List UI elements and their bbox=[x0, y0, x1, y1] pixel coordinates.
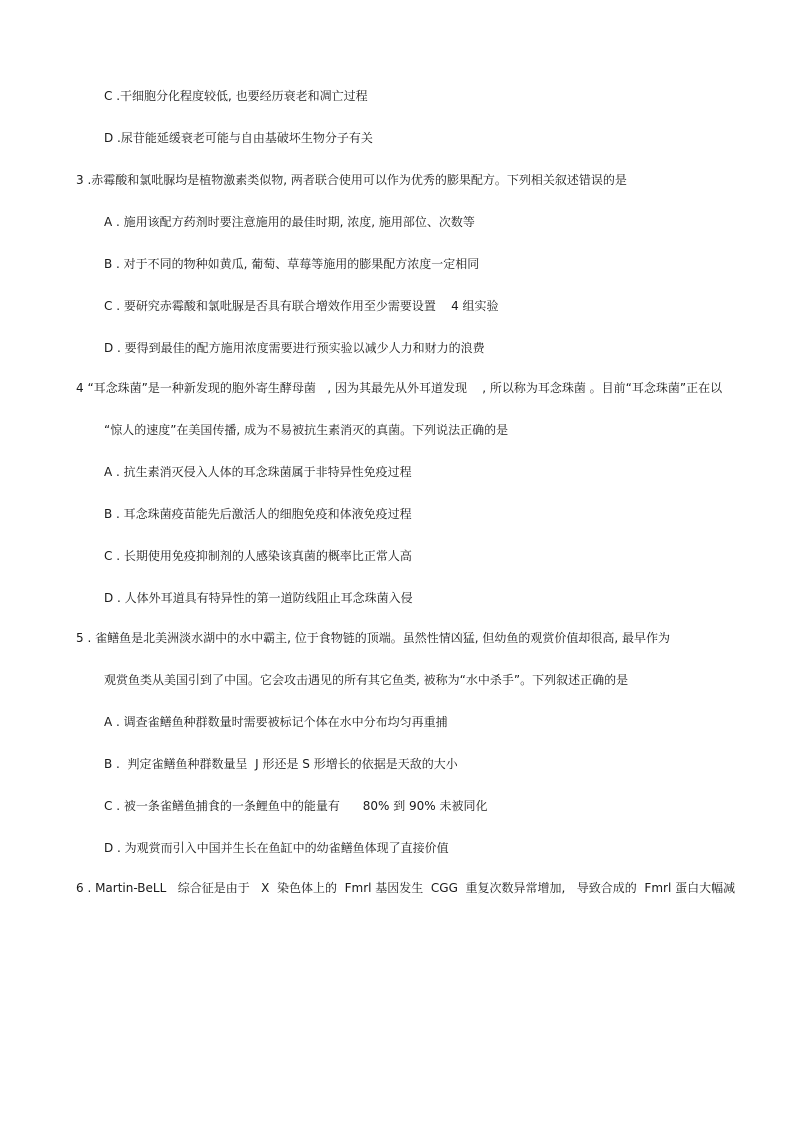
q5-option-c: C . 被一条雀鳝鱼捕食的一条鲤鱼中的能量有 80% 到 90% 未被同化 bbox=[104, 799, 488, 813]
q5-option-d: D . 为观赏而引入中国并生长在鱼缸中的幼雀鳝鱼体现了直接价值 bbox=[104, 841, 449, 855]
q6-stem: 6 . Martin-BeLL 综合征是由于 X 染色体上的 Fmrl 基因发生 CGG 重复次数异常增加, 导致合成的 Fmrl 蛋白大幅减 bbox=[76, 881, 736, 895]
q5-option-b: B . 判定雀鳝鱼种群数量呈 J 形还是 S 形增长的依据是天敌的大小 bbox=[104, 757, 458, 771]
q3-option-d: D . 要得到最佳的配方施用浓度需要进行预实验以减少人力和财力的浪费 bbox=[104, 341, 485, 355]
q3-option-b: B . 对于不同的物种如黄瓜, 葡萄、草莓等施用的膨果配方浓度一定相同 bbox=[104, 257, 480, 271]
q4-stem: 4 “耳念珠菌”是一种新发现的胞外寄生酵母菌 , 因为其最先从外耳道发现 , 所以称为耳念珠菌 。目前“耳念珠菌”正在以 bbox=[76, 381, 723, 395]
q4-option-d: D . 人体外耳道具有特异性的第一道防线阻止耳念珠菌入侵 bbox=[104, 591, 413, 605]
q3-option-c: C . 要研究赤霉酸和氯吡脲是否具有联合增效作用至少需要设置 4 组实验 bbox=[104, 299, 499, 313]
q4-stem-continued: “惊人的速度”在美国传播, 成为不易被抗生素消灭的真菌。下列说法正确的是 bbox=[104, 423, 509, 437]
q2-option-c: C .干细胞分化程度较低, 也要经历衰老和凋亡过程 bbox=[104, 89, 368, 103]
q5-stem-continued: 观赏鱼类从美国引到了中国。它会攻击遇见的所有其它鱼类, 被称为“水中杀手”。下列叙述正确的是 bbox=[104, 673, 629, 687]
q5-option-a: A . 调查雀鳝鱼种群数量时需要被标记个体在水中分布均匀再重捕 bbox=[104, 715, 448, 729]
q4-option-a: A . 抗生素消灭侵入人体的耳念珠菌属于非特异性免疫过程 bbox=[104, 465, 412, 479]
q3-option-a: A . 施用该配方药剂时要注意施用的最佳时期, 浓度, 施用部位、次数等 bbox=[104, 215, 475, 229]
q4-option-b: B . 耳念珠菌疫苗能先后激活人的细胞免疫和体液免疫过程 bbox=[104, 507, 412, 521]
q2-option-d: D .尿苷能延缓衰老可能与自由基破坏生物分子有关 bbox=[104, 131, 373, 145]
q4-option-c: C . 长期使用免疫抑制剂的人感染该真菌的概率比正常人高 bbox=[104, 549, 412, 563]
q5-stem: 5 . 雀鳝鱼是北美洲淡水湖中的水中霸主, 位于食物链的顶端。虽然性情凶猛, 但幼鱼的观赏价值却很高, 最早作为 bbox=[76, 631, 670, 645]
q3-stem: 3 .赤霉酸和氯吡脲均是植物激素类似物, 两者联合使用可以作为优秀的膨果配方。下列相关叙述错误的是 bbox=[76, 173, 627, 187]
